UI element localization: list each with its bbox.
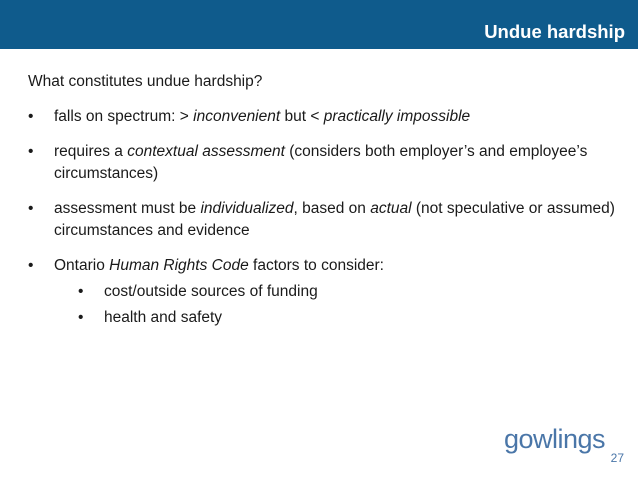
sub-bullet-text: health and safety [104, 309, 223, 326]
bullet-text: requires a [54, 143, 128, 160]
bullet-text: Ontario [54, 257, 110, 274]
bullet-individualized [28, 198, 618, 242]
bullet-emphasis: contextual assessment [127, 143, 285, 160]
bullet-factors [28, 255, 618, 329]
intro-question: What constitutes undue hardship? [28, 73, 263, 90]
bullet-text: falls on spectrum: > [54, 108, 194, 125]
bullet-emphasis: individualized [200, 200, 294, 217]
gowlings-logo: gowlings [504, 424, 606, 454]
bullet-text: but < [280, 108, 324, 125]
bullet-text: , based on [293, 200, 371, 217]
bullet-marker: • [78, 283, 84, 300]
bullet-marker: • [28, 108, 34, 125]
bullet-contextual [28, 141, 618, 185]
sub-bullet-funding [78, 281, 618, 303]
sub-bullet-text: cost/outside sources of funding [104, 283, 318, 300]
page-number: 27 [610, 451, 624, 465]
slide-title: Undue hardship [484, 21, 625, 42]
bullet-text: factors to consider: [248, 257, 384, 274]
bullet-spectrum [28, 106, 618, 128]
header-bar [0, 0, 638, 49]
bullet-emphasis: inconvenient [193, 108, 281, 125]
bullet-emphasis: practically impossible [323, 108, 471, 125]
bullet-marker: • [28, 143, 34, 160]
bullet-marker: • [28, 257, 34, 274]
bullet-emphasis: actual [370, 200, 412, 217]
bullet-text: (not speculative or assumed) circumstances and evidence [54, 200, 615, 239]
bullet-emphasis: Human Rights Code [109, 257, 249, 274]
bullet-marker: • [78, 309, 84, 326]
sub-bullet-health [78, 307, 618, 329]
bullet-text: (considers both employer’s and employee’s circumstances) [54, 143, 588, 182]
bullet-text: assessment must be [54, 200, 201, 217]
slide-body [28, 71, 618, 342]
bullet-marker: • [28, 200, 34, 217]
